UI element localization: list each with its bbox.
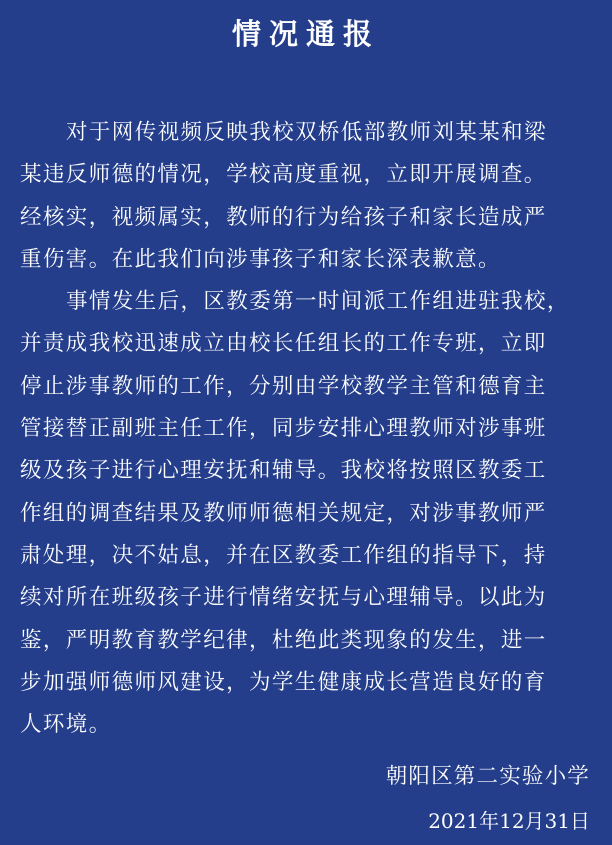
body-line: 管接替正副班主任工作，同步安排心理教师对涉事班 [20,416,547,442]
body-line: 鉴，严明教育教学纪律，杜绝此类现象的发生，进一 [20,627,547,653]
body-line: 停止涉事教师的工作，分别由学校教学主管和德育主 [20,373,547,399]
body-line: 人环境。 [20,712,112,738]
notice-title: 情况通报 [231,17,380,51]
signature-organization: 朝阳区第二实验小学 [385,764,590,789]
body-line: 对于网传视频反映我校双桥低部教师刘某某和梁 [66,120,547,145]
body-line: 重伤害。在此我们向涉事孩子和家长深表歉意。 [20,246,501,272]
body-line: 肃处理，决不姑息，并在区教委工作组的指导下，持 [20,542,547,568]
body-line: 步加强师德师风建设，为学生健康成长营造良好的育 [20,669,547,695]
body-line: 作组的调查结果及教师师德相关规定，对涉事教师严 [20,500,547,526]
notice-body [20,112,596,746]
body-line: 并责成我校迅速成立由校长任组长的工作专班，立即 [20,331,547,357]
body-line: 经核实，视频属实，教师的行为给孩子和家长造成严 [20,204,547,230]
body-line: 事情发生后，区教委第一时间派工作组进驻我校， [66,289,570,315]
body-line: 级及孩子进行心理安抚和辅导。我校将按照区教委工 [20,458,547,484]
body-line: 某违反师德的情况，学校高度重视，立即开展调查。 [20,162,547,188]
signature-date: 2021年12月31日 [428,809,590,833]
body-line: 续对所在班级孩子进行情绪安抚与心理辅导。以此为 [20,585,547,611]
